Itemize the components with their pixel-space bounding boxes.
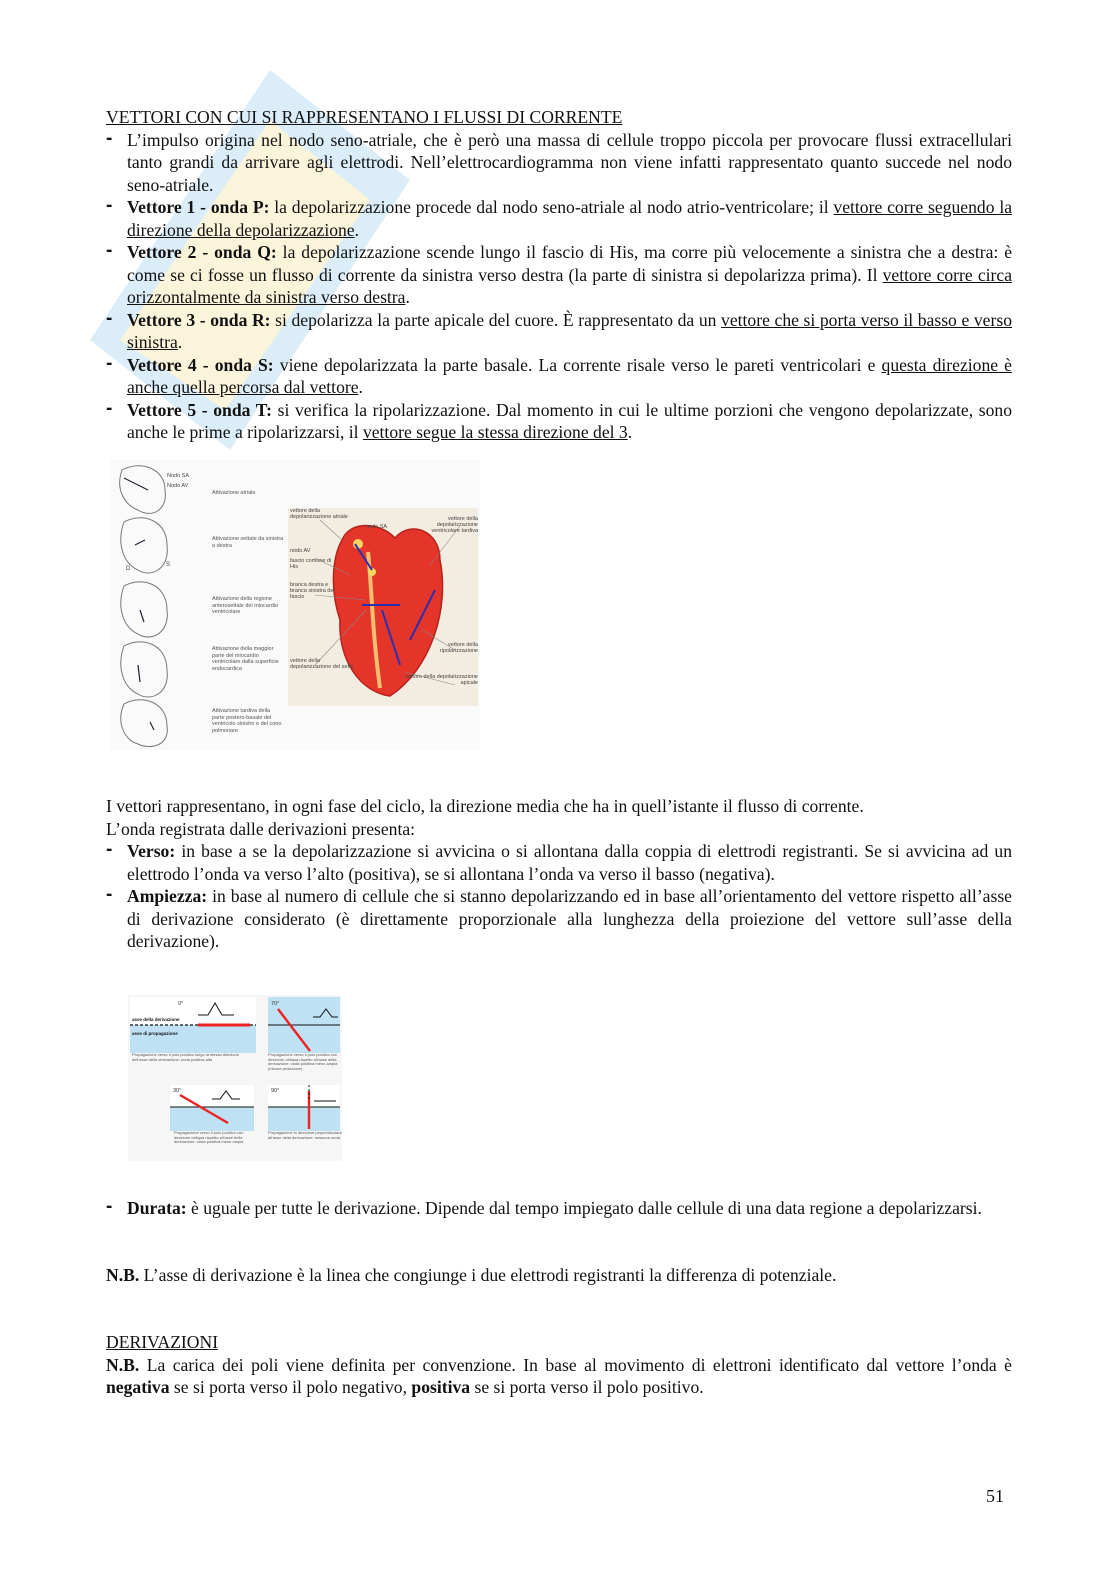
list-item: - Ampiezza: in base al numero di cellule che si stanno depolarizzando ed in base all’orientamento del vettore rispetto all’asse di derivazione considerato (è direttamente proporzionale alla lunghezza della proiezione del vettore sull’asse della derivazione).	[106, 885, 1012, 953]
list-item: - Vettore 4 - onda S: viene depolarizzata la parte basale. La corrente risale verso le pareti ventricolari e questa direzione è anche quella percorsa dal vettore.	[106, 354, 1012, 399]
list-item: - Vettore 1 - onda P: la depolarizzazione procede dal nodo seno-atriale al nodo atrio-ventricolare; il vettore corre seguendo la direzione della depolarizzazione.	[106, 196, 1012, 241]
panel-90deg: 90° Propagazione in direzione perpendicolare all’asse della derivazione: nessuna onda	[268, 1085, 342, 1161]
durata-item	[106, 1197, 1012, 1220]
lead-axis-figure	[128, 995, 342, 1161]
section-derivazioni: DERIVAZIONI N.B. La carica dei poli viene definita per convenzione. In base al movimento di elettroni identificato dal vettore l’onda è negativa se si porta verso il polo negativo, positiva se si porta verso il polo positivo.	[106, 1332, 1012, 1397]
step-captions: Attivazione atriale Attivazione settale da sinistra a destra Attivazione della regione anterosettale del miocardio ventricolare Attivazione della maggior parte del miocardio ventricolare dalla superficie endocardica Attivazione tardiva della parte postero-basale del ventricolo sinistro e del cono polmonare	[212, 490, 284, 734]
section-title: VETTORI CON CUI SI RAPPRESENTANO I FLUSSI DI CORRENTE	[106, 107, 623, 127]
svg-text:S: S	[166, 562, 171, 568]
svg-text:90°: 90°	[271, 1088, 280, 1094]
list-item: - Verso: in base a se la depolarizzazione si avvicina o si allontana dalla coppia di elettrodi registranti. Se si avvicina ad un elettrodo l’onda va verso l’alto (positiva), se si allontana l’onda va verso il basso (negativa).	[106, 840, 1012, 885]
list-item: - Vettore 2 - onda Q: la depolarizzazione scende lungo il fascio di His, ma corre più velocemente a sinistra che a destra: è come se ci fosse un flusso di corrente da sinistra verso destra (la parte di sinistra si depolarizza prima). Il vettore corre circa orizzontalmente da sinistra verso destra.	[106, 241, 1012, 309]
waveform-properties: I vettori rappresentano, in ogni fase del ciclo, la direzione media che ha in quell’istante il flusso di corrente. L’onda registrata dalle derivazioni presenta: - Verso: in base a se la depolarizzazione si avvicina o si allontana dalla coppia di elettrodi registranti. Se si avvicina ad un elettrodo l’onda va verso l’alto (positiva), se si allontana l’onda va verso il basso (negativa). - Ampiezza: in base al numero di cellule che si stanno depolarizzando ed in base all’orientamento del vettore rispetto all’asse di derivazione considerato (è direttamente proporzionale alla lunghezza della proiezione del vettore sull’asse della derivazione).	[106, 795, 1012, 953]
svg-text:70°: 70°	[271, 1001, 280, 1007]
section-title: DERIVAZIONI	[106, 1332, 219, 1352]
svg-text:asse della derivazione: asse della derivazione	[132, 1017, 180, 1022]
svg-text:Nodo AV: Nodo AV	[167, 483, 189, 489]
svg-text:Nodo SA: Nodo SA	[167, 473, 190, 479]
panel-30deg: 30° Propagazione verso il polo positivo con direzione obliqua rispetto all’asse della derivazione: onda positiva meno ampia	[170, 1085, 256, 1161]
svg-text:D: D	[126, 566, 131, 572]
list-item: - L’impulso origina nel nodo seno-atriale, che è però una massa di cellule troppo piccola per provocare flussi extracellulari tanto grandi da arrivare agli elettrodi. Nell’elettrocardiogramma non viene infatti rappresentato quanto succede nel nodo seno-atriale.	[106, 129, 1012, 197]
nb-note: N.B. L’asse di derivazione è la linea che congiunge i due elettrodi registranti la differenza di potenziale.	[106, 1265, 837, 1285]
svg-text:0°: 0°	[178, 1001, 184, 1007]
vector-list	[106, 129, 1012, 444]
svg-text:30°: 30°	[173, 1088, 182, 1094]
svg-text:nodo AV: nodo AV	[290, 548, 311, 554]
list-item: - Vettore 5 - onda T: si verifica la ripolarizzazione. Dal momento in cui le ultime porzioni che vengono depolarizzate, sono anche le prime a ripolarizzarsi, il vettore segue la stessa direzione del 3.	[106, 399, 1012, 444]
heart-vectors-figure: Nodo SA Nodo AV D S Attivazione atriale Attivazione settale da sinistra a destra Attivazione della regione anterosettale del miocardio ventricolare Attivazione della maggior parte del miocardio ventricolare dalla superficie endocardica Attivazione tardiva della parte postero-basale del ventricolo sinistro e del cono polmonare vettore della depolarizzazione atriale nodo SA vettore della depolarizzazione ventricolare tardiva nodo AV fascio comune di His branca destra e branca sinistra del fascio vettore della ripolarizzazione vettore della depolarizzazione del setto vettore della depolarizzazione apicale	[110, 460, 480, 750]
panel-0deg: 0° asse della derivazione asse di propagazione Propagazione verso il polo positivo lungo la stessa direzione dell’asse della derivazione: onda positiva alta	[130, 997, 256, 1077]
svg-text:asse di propagazione: asse di propagazione	[132, 1031, 178, 1036]
section-vettori	[106, 106, 1012, 444]
page-number: 51	[986, 1486, 1004, 1506]
list-item: - Vettore 3 - onda R: si depolarizza la parte apicale del cuore. È rappresentato da un vettore che si porta verso il basso e verso sinistra.	[106, 309, 1012, 354]
svg-text:nodo SA: nodo SA	[366, 524, 388, 530]
list-item: - Durata: è uguale per tutte le derivazione. Dipende dal tempo impiegato dalle cellule di una data regione a depolarizzarsi.	[106, 1197, 1012, 1220]
panel-70deg: 70° Propagazione verso il polo positivo con direzione obliqua rispetto all’asse della derivazione: onda positiva meno ampia (minore proiezione)	[268, 997, 342, 1083]
